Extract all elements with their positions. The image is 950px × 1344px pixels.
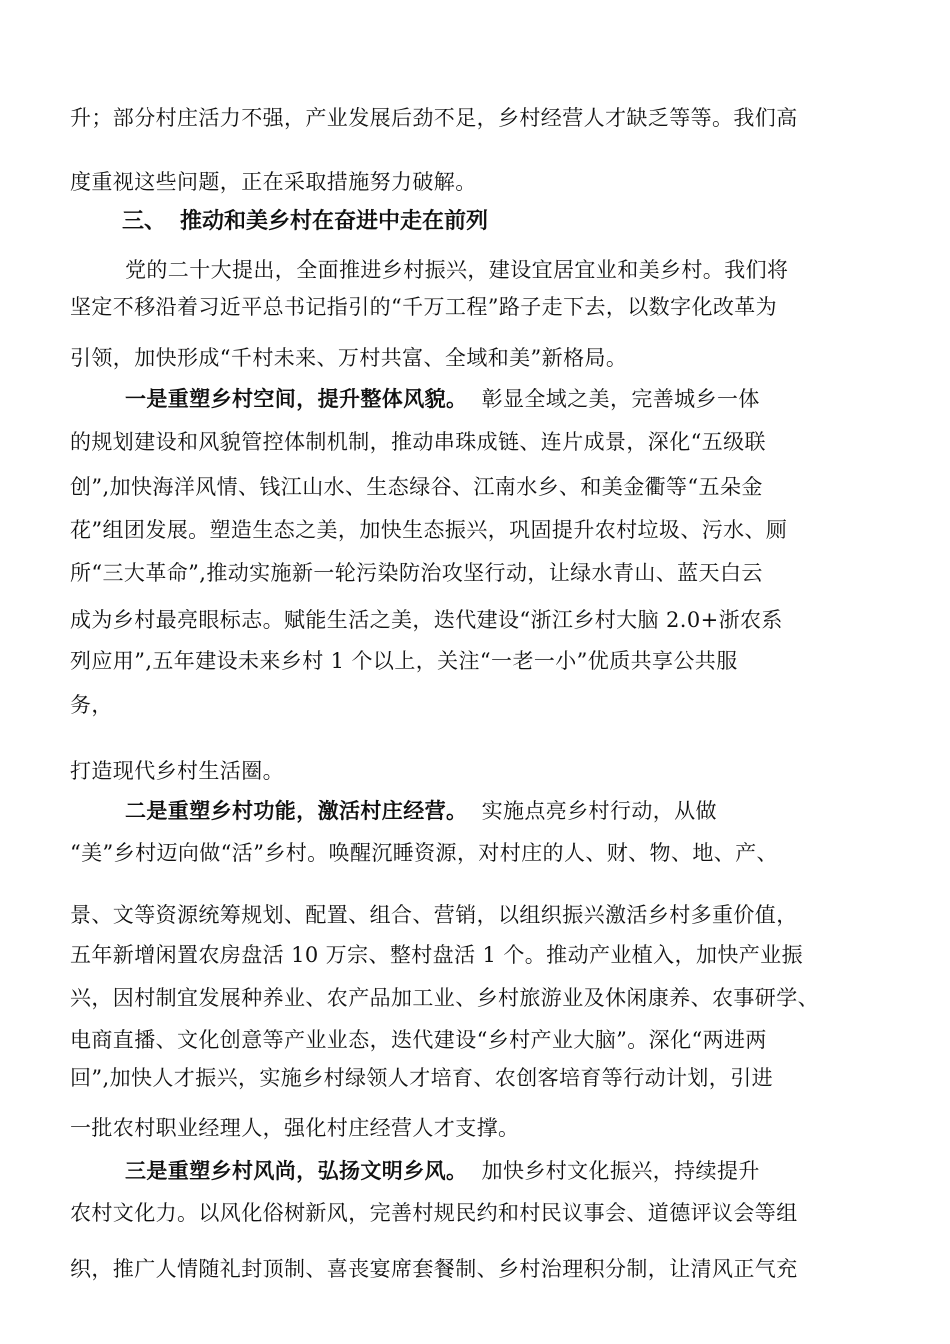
paragraph-first-line [125, 796, 717, 826]
paragraph-first-line [125, 1156, 760, 1186]
text-line: 回”,加快人才振兴，实施乡村绿领人才培育、农创客培育等行动计划，引进 [70, 1066, 774, 1090]
text-line: 的规划建设和风貌管控体制机制，推动串珠成链、连片成景，深化“五级联 [70, 430, 766, 454]
text-line: 务， [70, 693, 113, 717]
section-heading [122, 207, 488, 237]
text-line: 所“三大革命”,推动实施新一轮污染防治攻坚行动，让绿水青山、蓝天白云 [70, 561, 763, 585]
paragraph-text: 实施点亮乡村行动，从做 [481, 799, 717, 823]
text-line: 坚定不移沿着习近平总书记指引的“千万工程”路子走下去，以数字化改革为 [70, 295, 778, 319]
text-line: 五年新增闲置农房盘活 10 万宗、整村盘活 1 个。推动产业植入，加快产业振 [70, 943, 803, 967]
section-number: 三、 [122, 209, 167, 234]
text-line: 景、文等资源统筹规划、配置、组合、营销，以组织振兴激活乡村多重价值， [70, 903, 798, 927]
text-line: 度重视这些问题，正在采取措施努力破解。 [70, 170, 477, 194]
text-line: 一批农村职业经理人，强化村庄经营人才支撑。 [70, 1116, 520, 1140]
paragraph-text: 彰显全域之美，完善城乡一体 [481, 387, 760, 411]
text-line: 升；部分村庄活力不强，产业发展后劲不足，乡村经营人才缺乏等等。我们高 [70, 106, 798, 130]
text-line: 农村文化力。以风化俗树新风，完善村规民约和村民议事会、道德评议会等组 [70, 1201, 798, 1225]
text-line: 兴，因村制宜发展种养业、农产品加工业、乡村旅游业及休闲康养、农事研学、 [70, 986, 819, 1010]
text-line: 电商直播、文化创意等产业业态，迭代建设“乡村产业大脑”。深化“两进两 [70, 1028, 767, 1052]
text-line: 引领，加快形成“千村未来、万村共富、全域和美”新格局。 [70, 346, 628, 370]
paragraph-first-line [125, 384, 760, 414]
text-line: 创”,加快海洋风情、钱江山水、生态绿谷、江南水乡、和美金衢等“五朵金 [70, 475, 763, 499]
paragraph-text: 加快乡村文化振兴，持续提升 [481, 1159, 760, 1183]
text-line: 党的二十大提出，全面推进乡村振兴，建设宜居宜业和美乡村。我们将 [125, 258, 789, 282]
paragraph-lead: 一是重塑乡村空间，提升整体风貌。 [125, 386, 468, 411]
paragraph-lead: 二是重塑乡村功能，激活村庄经营。 [125, 798, 468, 823]
paragraph-lead: 三是重塑乡村风尚，弘扬文明乡风。 [125, 1158, 468, 1183]
text-line: 花”组团发展。塑造生态之美，加快生态振兴，巩固提升农村垃圾、污水、厕 [70, 518, 788, 542]
text-line: 织，推广人情随礼封顶制、喜丧宴席套餐制、乡村治理积分制，让清风正气充 [70, 1257, 798, 1281]
section-title: 推动和美乡村在奋进中走在前列 [180, 209, 489, 234]
text-line: 列应用”,五年建设未来乡村 1 个以上，关注“一老一小”优质共享公共服 [70, 649, 738, 673]
text-line: 成为乡村最亮眼标志。赋能生活之美，迭代建设“浙江乡村大脑 2.0+浙农系 [70, 608, 783, 632]
text-line: “美”乡村迈向做“活”乡村。唤醒沉睡资源，对村庄的人、财、物、地、产、 [70, 841, 778, 865]
text-line: 打造现代乡村生活圈。 [70, 759, 284, 783]
